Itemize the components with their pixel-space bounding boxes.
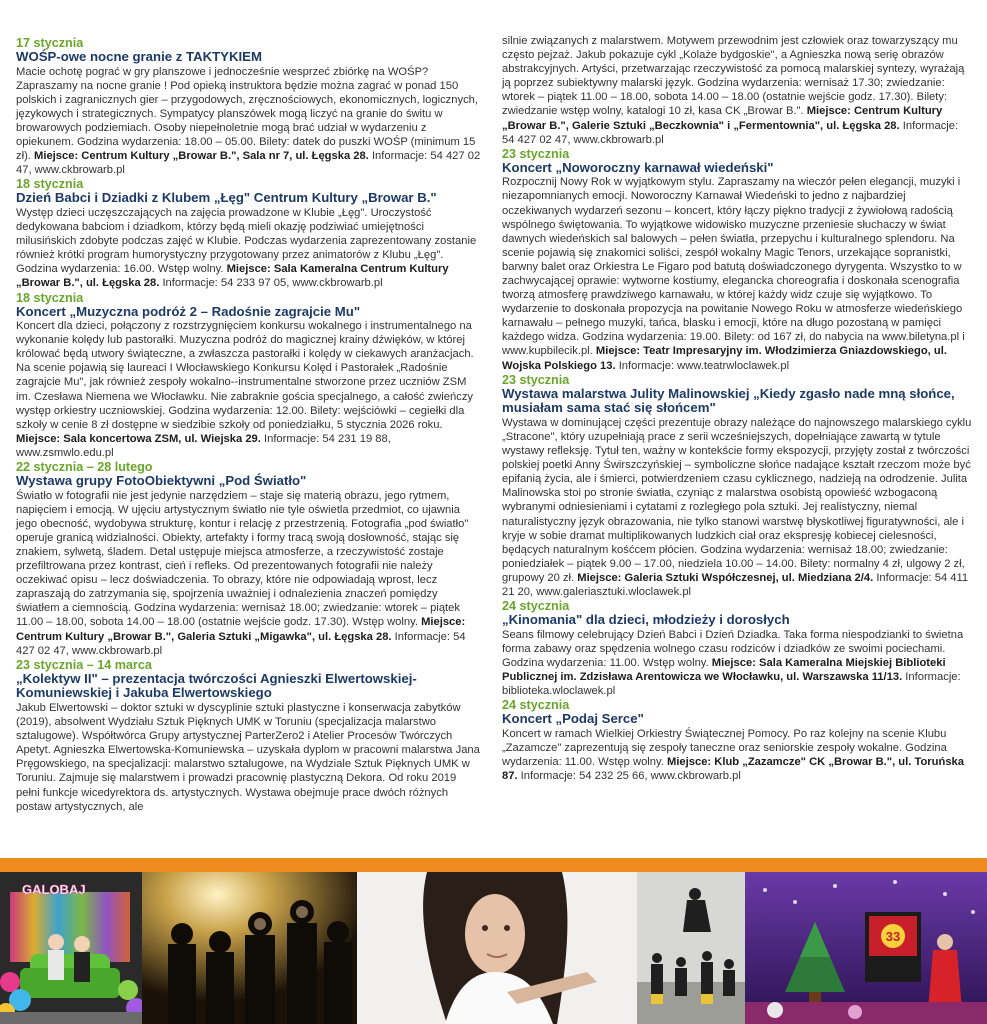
event-date: 23 stycznia [502,146,570,161]
event-body-text: Jakub Elwertowski – doktor sztuki w dyscyplinie sztuki plastyczne i konserwacja zabytków (2019), absolwent Wydziału Sztuk Pięknych UMK w Toruniu (specjalizacja malarstwo sztalugowe). Współtwórca Grupy artystycznej ParterZero2 i Atelier Procesów Twórczych Apetyt. Agnieszka Elwertowska-Komuniewska – uzyskała dyplom w pracowni malarstwa Jana Pręgowskiego, na specjalizacji: malarstwo sztalugowe, na Wydziale Sztuk Pięknych UMK w Toruniu. Zajmuje się malarstwem i prowadzi pracownię plastyczną Dekora. Od roku 2019 pełni funkcje wicedyrektora ds. artystycznych. Wystawa obejmuje prace dwóch różnych postaw artystycznych, ale [16,701,480,813]
orange-divider-bar [0,858,987,872]
event-listing [502,147,972,373]
event-title: „Kinomania" dla dzieci, młodzieży i dorosłych [502,612,790,628]
event-body-text: silnie związanych z malarstwem. Motywem przewodnim jest człowiek oraz towarzyszący mu często pejzaż. Jakub pokazuje cykl „Kolaże bydgoskie", a Agnieszka nową serię obrazów abstrakcyjnych. Artyści, przetwarzając rzeczywistość za pomocą malarskiej syntezy, wyrażają ją poprzez subiektywny malarski język. Godzina wydarzenia: wernisaż 17.30; zwiedzanie: wtorek – piątek 11.00 – 18.00, sobota 14.00 – 18.00 (ostatnie wejście godz. 17.30). Bilety: zwiedzanie wstęp wolny, katalogi 10 zł, kasa CK „Browar B.". [502,35,965,118]
event-title: Koncert „Noworoczny karnawał wiedeński" [502,159,774,175]
event-venue: Miejsce: Klub „Zazamcze" CK „Browar B.", ul. Toruńska 87. [502,755,964,782]
event-venue: Miejsce: Sala Kameralna Miejskiej Biblioteki Publicznej im. Zdzisława Arentowicza we Włocławku, ul. Warszawska 11/13. [502,656,946,683]
event-title: „Kolektyw II" – prezentacja twórczości Agnieszki Elwertowskiej-Komuniewskiej i Jakuba Elwertowskiego [16,670,417,701]
event-venue: Miejsce: Sala Kameralna Centrum Kultury „Browar B.", ul. Łęgska 28. [16,263,449,290]
event-venue: Miejsce: Centrum Kultury „Browar B.", Galerie Sztuki „Beczkownia" i „Fermentownia", ul. Łęgska 28. [502,105,943,132]
event-body-text: Koncert dla dzieci, połączony z rozstrzygnięciem konkursu wokalnego i instrumentalnego na wykonanie kolędy lub pastorałki. Muzyczna podróż do magicznej krainy dźwięków, w której królować będą utwory świąteczne, a zwłaszcza pastorałki i kolędy w ciekawych aranżacjach. Na scenie pojawią się laureaci I Włocławskiego Konkursu Kolęd i Pastorałek „Radośnie zagrajcie Mu", jak również zespoły wokalno--instrumentalne stworzone przez uczniów ZSM im. Czesława Niemena we Włocławku. Nie zabraknie gościa specjalnego, a całość zwieńczy występ orkiestry uczniowskiej. Godzina wydarzenia: 12.00. Bilety: wejściówki – cegiełki dla szkoły w cenie 8 zł dostępne w siedzibie szkoły od poniedziałku, 5 stycznia 2026 roku. [16,320,474,431]
event-title: Wystawa grupy FotoObiektywni „Pod Światło" [16,473,307,489]
event-body-text: Koncert w ramach Wielkiej Orkiestry Świątecznej Pomocy. Po raz kolejny na scenie Klubu „Zazamcze" zaprezentują się zespoły taneczne oraz seniorskie zespoły wokalne. Godzina wydarzenia: 11.00. Wstęp wolny. [502,727,947,768]
event-venue: Miejsce: Sala koncertowa ZSM, ul. Wiejska 29. [16,432,261,445]
event-description [502,34,972,147]
event-venue: Miejsce: Centrum Kultury „Browar B.", Sala nr 7, ul. Łęgska 28. [34,150,369,163]
event-body-text: Światło w fotografii nie jest jedynie narzędziem – staje się materią obrazu, jego rytmem, napięciem i emocją. W ujęciu artystycznym światło nie tyle oświetla przedmiot, co ujawnia jego obecność, wydobywa strukturę, kontur i relację z przestrzenią. Fotografia „pod światło" operuje granicą widzialności. Obiekty, artefakty i formy tracą swoją dosłowność, stając się znakiem, sylwetą, śladem. Detal ustępuje miejsca atmosferze, a rzeczywistość zostaje przefiltrowana przez kontrast, cień i refleks. Od prezentowanych fotografii nie należy oczekiwać opisu – lecz doświadczenia. To obrazy, które nie odpowiadają wprost, lecz zapraszają do zatrzymania się, spojrzenia uważniej i odnalezienia znaczeń pomiędzy światłem a ciemnością. Godzina wydarzenia: wernisaż 18.00; zwiedzanie: wtorek – piątek 11.00 – 18.00, sobota 14.00 – 18.00 (ostatnie wejście godz. 17.30). Wstęp wolny. [16,489,469,629]
event-title: Koncert „Muzyczna podróż 2 – Radośnie zagrajcie Mu" [16,303,361,319]
event-date: 18 stycznia [16,177,84,192]
event-contact: Informacje: biblioteka.wloclawek.pl [502,670,961,698]
poster-badge-text: 33 [885,929,901,944]
photo-tenors-on-stage [142,872,357,1024]
event-description [16,206,482,291]
event-description [502,175,972,372]
event-description [16,701,482,814]
dancers-image [637,872,745,1024]
christmas-stage-image [745,872,987,1024]
event-title: Dzień Babci i Dziadki z Klubem „Łęg" Centrum Kultury „Browar B." [16,190,437,206]
event-description [16,65,482,178]
event-venue: Miejsce: Galeria Sztuki Współczesnej, ul. Miedziana 2/4. [577,571,874,584]
event-contact: Informacje: 54 411 21 20, www.galeriasztuki.wloclawek.pl [502,571,969,598]
event-listing [16,460,482,658]
photo-strip [0,872,987,1024]
left-column [16,36,482,814]
right-column [502,34,972,783]
photo-children-balloons [0,872,142,1024]
event-title: WOŚP-owe nocne granie z TAKTYKIEM [16,49,262,64]
balloon-banner-text: GALOBAJ [22,882,86,897]
event-date: 24 stycznia [502,698,570,713]
photo-christmas-stage [745,872,987,1024]
event-body-text: Seans filmowy celebrujący Dzień Babci i Dzień Dziadka. Taka forma niespodzianki to świetna forma zabawy oraz spędzenia wolnego czasu rodziców i dziadków ze swoimi pociechami. Godzina wydarzenia: 11.00. Wstęp wolny. [502,628,964,669]
photo-woman-portrait [357,872,637,1024]
event-contact: Informacje: 54 231 19 88, www.zsmwlo.edu.pl [16,432,391,459]
event-description [502,727,972,783]
event-continuation [502,34,972,147]
event-body-text: Wystawa w dominującej części prezentuje obrazy należące do najnowszego malarskiego cyklu „Stracone", który uzupełniają prace z serii wcześniejszych, dopełniające zawartą w tytule wystawy refleksję. Tytuł ten, ważny w kontekście formy ekspozycji, przyjęty został z twórczości polskiej poetki Anny Świrszczyńskiej – symboliczne słońce nadające kształt rzeczom może być epifanią życia, ale i śmierci, potwierdzeniem czasu cyklicznego, nadzieją na odrodzenie. Julita Malinowska stoi po stronie światła, czyniąc z malarstwa osobistą opowieść wzbogaconą wybranymi odniesieniami i cytatami z rozległego pola sztuki. Jej realistyczny, niemal naturalistyczny język obrazowania, nie tylko stanowi warstwę błyskotliwej figuratywności, ale i kryje w sobie dramat multiplikowanych ludzkich ciał oraz ekspresję kobiecej cielesności, będących naturalnym kośćcem płócien. Godzina wydarzenia: wernisaż 18.00; zwiedzanie: poniedziałek – piątek 9.00 – 17.00, niedziela 10.00 – 14.00. Bilety: normalny 4 zł, ulgowy 2 zł, grupowy 20 zł. [502,416,972,584]
event-description [502,416,972,599]
event-body-text: Występ dzieci uczęszczających na zajęcia prowadzone w Klubie „Łęg". Uroczystość dedykowana babciom i dziadkom, którzy będą mieli okazję podziwiać umiejętności milusińskich zdobyte podczas zajęć w Klubie. Podczas wydarzenia zaprezentowany zostanie również krótki program humorystyczny przygotowany przez animatorów z Klubu „Łęg". Godzina wydarzenia: 16.00. Wstęp wolny. [16,206,477,276]
event-description [16,489,482,658]
event-listing [16,177,482,290]
event-description [16,319,482,460]
event-listing [502,599,972,698]
event-listing [502,373,972,599]
event-venue: Miejsce: Teatr Impresaryjny im. Włodzimierza Gniazdowskiego, ul. Wojska Polskiego 13. [502,345,947,372]
event-date: 23 stycznia [502,372,570,387]
event-listing [502,698,972,783]
event-listing [16,658,482,814]
photo-dancers [637,872,745,1024]
event-contact: Informacje: 54 427 02 47, www.ckbrowarb.pl [16,150,481,177]
event-date: 24 stycznia [502,599,570,614]
event-title: Wystawa malarstwa Julity Malinowskiej „Kiedy zgasło nade mną słońce, musiałam sama stać się słońcem" [502,385,955,416]
woman-portrait-image [357,872,637,1024]
children-balloons-image [0,872,142,1024]
event-listing [16,291,482,461]
event-contact: Informacje: www.teatrwloclawek.pl [618,359,790,372]
event-contact: Informacje: 54 427 02 47, www.ckbrowarb.pl [502,119,959,146]
event-title: Koncert „Podaj Serce" [502,711,644,727]
event-contact: Informacje: 54 232 25 66, www.ckbrowarb.pl [520,770,741,782]
event-contact: Informacje: 54 427 02 47, www.ckbrowarb.pl [16,630,466,657]
event-venue: Miejsce: Centrum Kultury „Browar B.", Galeria Sztuki „Migawka", ul. Łęgska 28. [16,616,466,643]
event-body-text: Rozpocznij Nowy Rok w wyjątkowym stylu. Zapraszamy na wieczór pełen elegancji, muzyki i niezapomnianych emocji. Noworoczny Karnawał Wiedeński to jedno z najbardziej oczekiwanych wydarzeń sezonu – koncert, który łączy piękno tradycji z żywiołową radością wspólnego świętowania. To wyjątkowe widowisko muzyczne przeniesie słuchaczy w świat dawnych wiedeńskich sal balowych – pełen światła, przepychu i kulturalnego splendoru. Na scenie pojawią się znakomici soliści, zespół wokalny Magic Tenors, urzekające sopranistki, barwny balet oraz Orkiestra Le Figaro pod batutą doświadczonego dyrygenta. Wszystko to w zachwycającej oprawie: wytworne kostiumy, elegancka choreografia i doskonała scenografia tworzą atmosferę prawdziwego karnawału, w której każdy widz czuje się wyjątkowo. To wydarzenie to doskonała propozycja na powitanie Nowego Roku w atmosferze wiedeńskiego karnawału – pełnego muzyki, tańca, blasku i emocji, które na długo pozostaną w pamięci każdego widza. Godzina wydarzenia: 19.00. Bilety: od 167 zł, do nabycia na www.biletyna.pl i www.kupbilecik.pl. [502,176,965,358]
event-contact: Informacje: 54 233 97 05, www.ckbrowarb.pl [162,277,383,290]
event-date: 23 stycznia – 14 marca [16,657,152,672]
event-date: 17 stycznia [16,36,84,50]
event-date: 18 stycznia [16,290,84,305]
tenors-image [142,872,357,1024]
event-body-text: Macie ochotę pograć w gry planszowe i jednocześnie wesprzeć zbiórkę na WOŚP? Zapraszamy na nocne granie ! Pod opieką instruktora będzie można zagrać w ponad 150 polskich i zagranicznych gier – przygodowych, zręcznościowych, ekonomicznych, logicznych, językowych i strategicznych. Sympatycy planszówek mogą liczyć na granie do świtu w browarowych podziemiach. Osoby niepełnoletnie mogą brać udział w wydarzeniu z opiekunem. Godzina wydarzenia: 18.00 – 05.00. Bilety: datek do puszki WOŚP (minimum 15 zł). [16,65,478,163]
event-listing [16,36,482,177]
event-date: 22 stycznia – 28 lutego [16,460,153,475]
event-description [502,628,972,698]
